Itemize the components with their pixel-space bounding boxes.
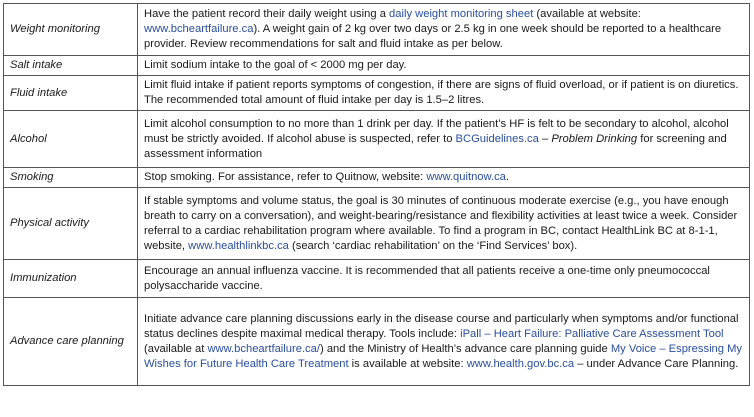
topic-cell: Physical activity [4,188,138,260]
text-segment: (search ‘cardiac rehabilitation’ on the ‘Find Services’ box). [288,239,578,252]
description-cell [138,111,750,168]
description-cell [138,168,750,188]
text-segment: – under Advance Care Planning. [574,357,739,370]
topic-cell: Advance care planning [4,298,138,386]
text-link[interactable]: www.health.gov.bc.ca [466,357,575,370]
topic-cell: Fluid intake [4,76,138,111]
text-segment: (available at website: [533,8,641,20]
description-cell [138,188,750,260]
text-segment: Have the patient record their daily weight using a [144,8,390,20]
text-link[interactable]: BCGuidelines.ca [455,132,539,145]
guideline-table [3,3,750,386]
text-segment: Initiate advance care planning discussions early in the disease course and particularly when symptoms and/or functional status declines despite maximal medical therapy. Tools include: [144,312,739,340]
text-segment: Limit fluid intake if patient reports symptoms of congestion, if there are signs of fluid overload, or if patient is on diuretics. The recommended total amount of fluid intake per day is 1.5–2 litres. [144,79,739,106]
description-cell [138,260,750,298]
text-segment: ). A weight gain of 2 kg over two days or 2.5 kg in one week should be reported to a healthcare provider. Review recommendations for salt and fluid intake as per below. [144,23,722,50]
text-segment: ) and the Ministry of Health’s advance care planning guide [319,342,611,355]
description-cell [138,56,750,76]
row-alcohol [4,111,750,168]
text-segment: Stop smoking. For assistance, refer to Quitnow, website: [144,171,427,183]
italic-text: Problem Drinking [551,132,638,145]
row-immunization [4,260,750,298]
text-link[interactable]: www.bcheartfailure.ca/ [207,342,320,355]
topic-cell: Weight monitoring [4,4,138,56]
topic-cell: Smoking [4,168,138,188]
text-segment: for screening and assessment information [144,132,727,160]
text-segment: Limit sodium intake to the goal of < 2000 mg per day. [144,59,407,71]
text-segment: If stable symptoms and volume status, the goal is 30 minutes of continuous moderate exercise (e.g., you have enough breath to carry on a conversation), and weight-bearing/resistance and flexibility activities at least twice a week. Consider referral to a cardiac rehabilitation program where available. To find a program in BC, contact HealthLink BC at 8-1-1, website, [144,194,738,252]
row-weight-monitoring [4,4,750,56]
row-advance-care-planning [4,298,750,386]
text-segment: Encourage an annual influenza vaccine. It is recommended that all patients receive a one-time only pneumococcal polysaccharide vaccine. [144,264,710,292]
row-salt-intake [4,56,750,76]
topic-cell: Salt intake [4,56,138,76]
text-segment: . [505,171,510,183]
text-link[interactable]: iPall – Heart Failure: Palliative Care Assessment Tool [460,327,724,340]
text-link[interactable]: www.bcheartfailure.ca [144,23,254,35]
row-physical-activity [4,188,750,260]
description-cell [138,298,750,386]
text-segment: (available at [144,342,208,355]
text-segment: is available at website: [348,357,467,370]
text-segment: – [538,132,552,145]
description-cell [138,76,750,111]
description-cell [138,4,750,56]
text-link[interactable]: www.quitnow.ca [426,171,506,183]
text-link[interactable]: My Voice – Espressing My Wishes for Future Health Care Treatment [144,342,743,370]
topic-cell: Alcohol [4,111,138,168]
row-smoking [4,168,750,188]
text-segment: Limit alcohol consumption to no more than 1 drink per day. If the patient’s HF is felt to be secondary to alcohol, alcohol must be strictly avoided. If alcohol abuse is suspected, refer to [144,117,729,145]
text-link[interactable]: www.healthlinkbc.ca [188,239,289,252]
text-link[interactable]: daily weight monitoring sheet [389,8,534,20]
topic-cell: Immunization [4,260,138,298]
row-fluid-intake [4,76,750,111]
